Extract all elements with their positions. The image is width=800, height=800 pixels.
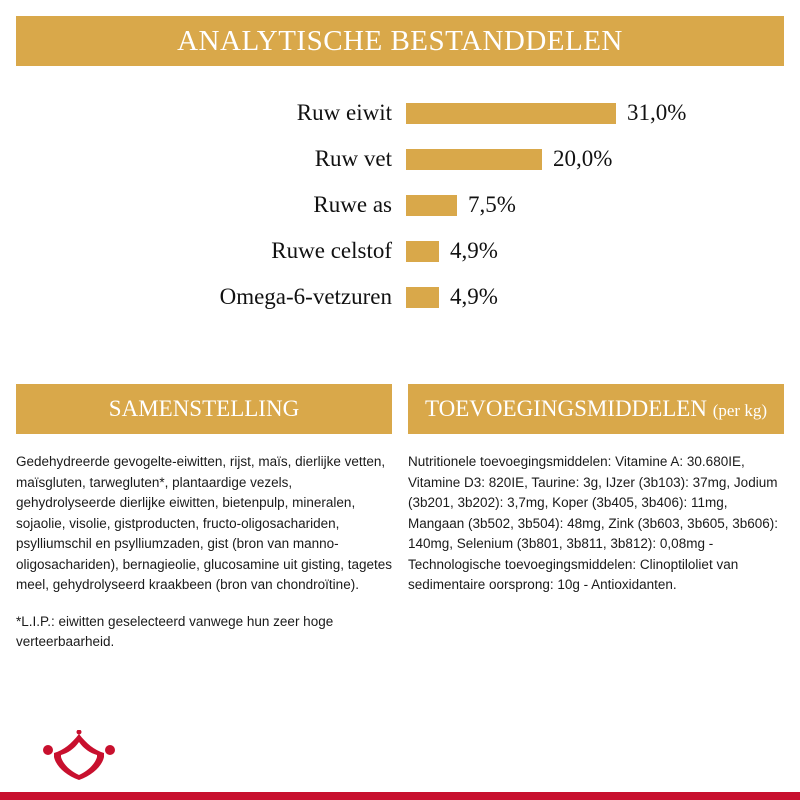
chart-category-label: Ruwe celstof <box>271 238 392 263</box>
chart-bar-wrap <box>406 192 784 218</box>
composition-heading: SAMENSTELLING <box>108 396 300 421</box>
page-title: ANALYTISCHE BESTANDDELEN <box>177 24 623 57</box>
chart-row <box>16 136 784 182</box>
analytical-constituents-chart <box>16 90 784 340</box>
additives-column <box>408 384 784 653</box>
chart-bar <box>406 149 542 170</box>
analytical-constituents-header <box>16 16 784 66</box>
composition-paragraph: Gedehydreerde gevogelte-eiwitten, rijst, maïs, dierlijke vetten, maïsgluten, tarwegluten*, plantaardige vezels, gehydrolyseerde dierlijke eiwitten, bietenpulp, mineralen, sojaolie, visolie, gistproducten, fructo-oligosachariden, psylliumschil en psylliumzaden, gist (bron van manno-oligosachariden), bernagieolie, glucosamine uit gisting, tagetes meel, gehydrolyseerd kraakbeen (bron van chondroïtine). <box>16 454 392 593</box>
chart-bar <box>406 241 439 262</box>
chart-bar <box>406 287 439 308</box>
details-columns <box>16 384 784 653</box>
composition-footnote: *L.I.P.: eiwitten geselecteerd vanwege hun zeer hoge verteerbaarheid. <box>16 613 334 650</box>
chart-category-label: Ruw vet <box>314 146 392 171</box>
additives-body <box>408 434 784 596</box>
chart-category-label: Ruw eiwit <box>296 100 392 125</box>
additives-paragraph: Nutritionele toevoegingsmiddelen: Vitamine A: 30.680IE, Vitamine D3: 820IE, Taurine: 3g, IJzer (3b103): 37mg, Jodium (3b201, 3b202): 3,7mg, Koper (3b405, 3b406): 11mg, Mangaan (3b502, 3b504): 48mg, Zink (3b603, 3b605, 3b606): 140mg, Selenium (3b801, 3b811, 3b812): 0,08mg - Technologische toevoegingsmiddelen: Clinoptiloliet van sedimentaire oorsprong: 10g - Antioxidanten. <box>408 454 779 593</box>
chart-value-label: 4,9% <box>450 284 498 309</box>
chart-bar <box>406 195 457 216</box>
chart-category-label: Omega-6-vetzuren <box>219 284 392 309</box>
chart-category-label: Ruwe as <box>313 192 392 217</box>
composition-header <box>16 384 392 434</box>
chart-bar-wrap <box>406 284 784 310</box>
chart-row <box>16 182 784 228</box>
chart-value-label: 7,5% <box>468 192 516 217</box>
chart-bar-wrap <box>406 100 784 126</box>
additives-heading <box>425 396 767 422</box>
additives-header <box>408 384 784 434</box>
chart-value-label: 4,9% <box>450 238 498 263</box>
chart-row <box>16 90 784 136</box>
chart-bar-wrap <box>406 238 784 264</box>
composition-body <box>16 434 392 653</box>
footer-accent-bar <box>0 792 800 800</box>
composition-column <box>16 384 392 653</box>
chart-value-label: 31,0% <box>627 100 687 125</box>
chart-bar <box>406 103 616 124</box>
chart-value-label: 20,0% <box>553 146 613 171</box>
additives-heading-suffix: (per kg) <box>712 401 767 420</box>
additives-heading-text: TOEVOEGINGSMIDDELEN <box>425 396 707 421</box>
chart-row <box>16 274 784 320</box>
chart-row <box>16 228 784 274</box>
chart-bar-wrap <box>406 146 784 172</box>
royal-canin-logo <box>40 730 118 782</box>
